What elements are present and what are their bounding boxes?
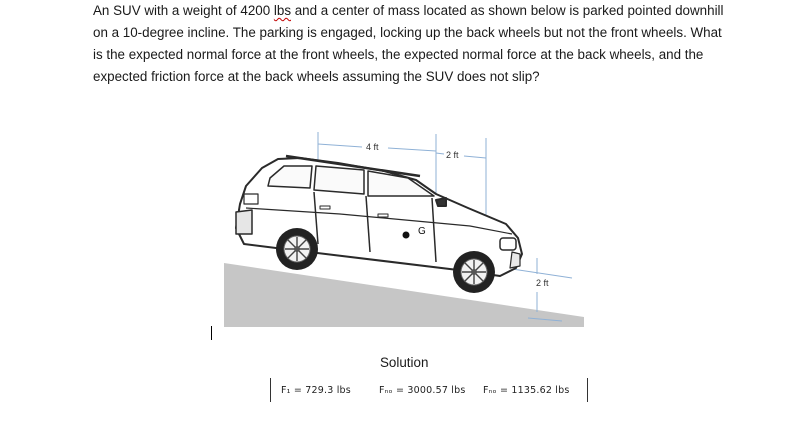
answer-friction-force: F₁ = 729.3 lbs — [281, 385, 351, 396]
center-of-mass-marker — [403, 232, 410, 239]
front-wheel — [453, 251, 495, 293]
incline-slope — [224, 263, 584, 327]
text-cursor — [211, 326, 212, 340]
solution-answers-box — [270, 378, 588, 402]
dimension-label-2ft-vertical: 2 ft — [536, 278, 549, 288]
rear-wheel — [276, 228, 318, 270]
problem-text-start: An SUV with a weight of 4200 — [93, 3, 274, 18]
solution-heading: Solution — [380, 355, 429, 370]
answer-normal-force-front: Fₙₒ = 3000.57 lbs — [379, 385, 466, 396]
spellcheck-word[interactable]: lbs — [273, 3, 292, 18]
answer-normal-force-rear: Fₙₒ = 1135.62 lbs — [483, 385, 570, 396]
center-of-mass-label: G — [418, 226, 426, 237]
dimension-label-2ft-horizontal: 2 ft — [446, 150, 459, 160]
problem-text-end: and a center of mass located as shown below is parked pointed downhill on a 10-degree incline. The parking is engaged, locking up the back wheels but not the front wheels. What is the expected normal force at the front wheels, the expected normal force at the back wheels, and the expected friction force at the back wheels assuming the SUV does not slip? — [93, 3, 724, 84]
dimension-label-4ft: 4 ft — [366, 142, 379, 152]
